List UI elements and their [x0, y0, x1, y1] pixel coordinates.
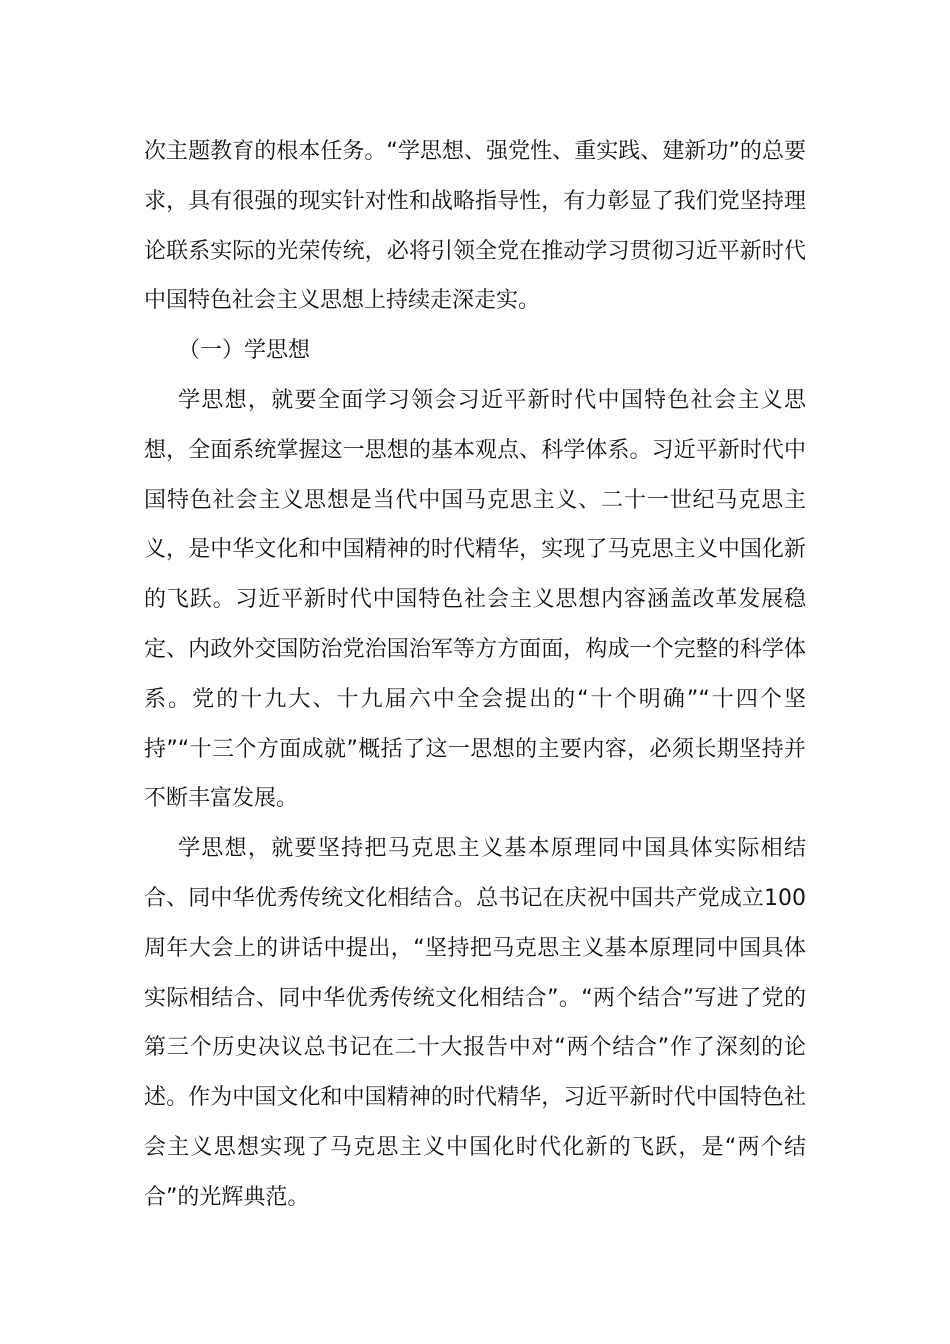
paragraph: 学思想，就要全面学习领会习近平新时代中国特色社会主义思想，全面系统掌握这一思想的基本观点、科学体系。习近平新时代中国特色社会主义思想是当代中国马克思主义、二十一世纪马克思主义，是中华文化和中国精神的时代精华，实现了马克思主义中国化新的飞跃。习近平新时代中国特色社会主义思想内容涵盖改革发展稳定、内政外交国防治党治国治军等方方面面，构成一个完整的科学体系。党的十九大、十九届六中全会提出的“十个明确”“十四个坚持”“十三个方面成就”概括了这一思想的主要内容，必须长期坚持并不断丰富发展。	[144, 387, 806, 812]
section-heading: （一）学思想	[178, 338, 311, 364]
paragraph-continuation: 次主题教育的根本任务。“学思想、强党性、重实践、建新功”的总要求，具有很强的现实针对性和战略指导性，有力彰显了我们党坚持理论联系实际的光荣传统，必将引领全党在推动学习贯彻习近平新时代中国特色社会主义思想上持续走深走实。	[144, 139, 806, 314]
paragraph: 学思想，就要坚持把马克思主义基本原理同中国具体实际相结合、同中华优秀传统文化相结合。总书记在庆祝中国共产党成立100周年大会上的讲话中提出，“坚持把马克思主义基本原理同中国具体实际相结合、同中华优秀传统文化相结合”。“两个结合”写进了党的第三个历史决议总书记在二十大报告中对“两个结合”作了深刻的论述。作为中国文化和中国精神的时代精华，习近平新时代中国特色社会主义思想实现了马克思主义中国化时代化新的飞跃，是“两个结合”的光辉典范。	[144, 836, 806, 1210]
document-body	[144, 127, 806, 1223]
